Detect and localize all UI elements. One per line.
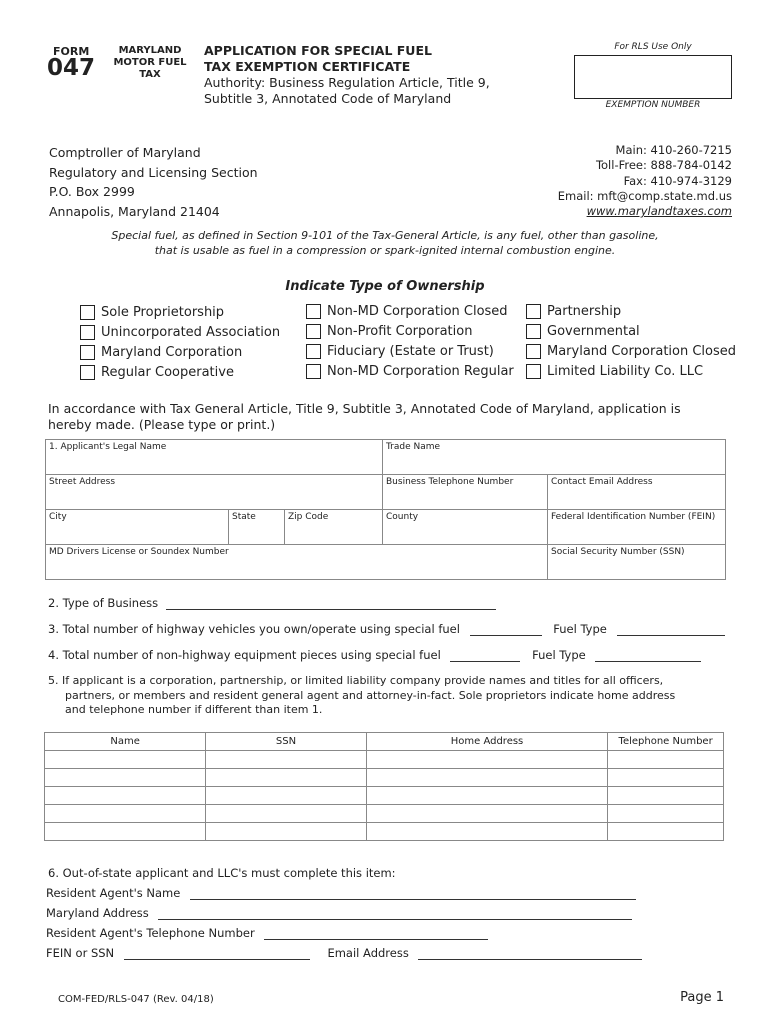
checkbox-icon[interactable] — [306, 364, 321, 379]
checkbox-maryland-corporation-closed[interactable]: Maryland Corporation Closed — [526, 344, 736, 359]
table-cell[interactable] — [206, 769, 367, 787]
item-5-instructions: 5. If applicant is a corporation, partnership, or limited liability company provide names and titles for all officers, partners, or members and resident general agent and attorney-in-fact. Sole proprietors indicate home address and telephone number if different than item 1. — [48, 674, 676, 716]
table-cell[interactable] — [45, 787, 206, 805]
checkbox-governmental[interactable]: Governmental — [526, 324, 640, 339]
county-field[interactable]: County — [383, 510, 548, 545]
ownership-heading: Indicate Type of Ownership — [285, 279, 485, 294]
checkbox-icon[interactable] — [306, 344, 321, 359]
form-title-block — [204, 43, 490, 107]
exemption-number-box[interactable] — [574, 55, 732, 99]
column-header-name: Name — [45, 733, 206, 751]
page-number: Page 1 — [680, 990, 724, 1005]
checkbox-icon[interactable] — [526, 344, 541, 359]
table-cell[interactable] — [45, 823, 206, 841]
highway-fuel-type-input[interactable] — [617, 623, 725, 636]
resident-agent-name-row: Resident Agent's Name — [46, 886, 636, 900]
street-address-field[interactable]: Street Address — [46, 475, 383, 510]
highway-vehicles-count-input[interactable] — [470, 623, 542, 636]
special-fuel-definition: Special fuel, as defined in Section 9-101 of the Tax-General Article, is any fuel, other than gasoline, that is usable as fuel in a compression or spark-ignited internal combustion engine. — [111, 229, 659, 257]
authority-line-2: Subtitle 3, Annotated Code of Maryland — [204, 91, 452, 106]
column-header-telephone: Telephone Number — [608, 733, 724, 751]
business-phone-field[interactable]: Business Telephone Number — [383, 475, 548, 510]
checkbox-fiduciary[interactable]: Fiduciary (Estate or Trust) — [306, 344, 494, 359]
checkbox-icon[interactable] — [526, 364, 541, 379]
agency-name: MARYLAND MOTOR FUEL TAX — [113, 45, 187, 80]
table-cell[interactable] — [206, 823, 367, 841]
checkbox-partnership[interactable]: Partnership — [526, 304, 621, 319]
item-non-highway-equipment: 4. Total number of non-highway equipment pieces using special fuel Fuel Type — [48, 648, 701, 662]
item-highway-vehicles: 3. Total number of highway vehicles you own/operate using special fuel Fuel Type — [48, 622, 725, 636]
table-cell[interactable] — [608, 769, 724, 787]
table-cell[interactable] — [608, 751, 724, 769]
drivers-license-field[interactable]: MD Drivers License or Soundex Number — [46, 545, 548, 580]
checkbox-regular-cooperative[interactable]: Regular Cooperative — [80, 365, 234, 380]
mailing-address: Comptroller of Maryland Regulatory and Licensing Section P.O. Box 2999 Annapolis, Maryland 21404 — [49, 145, 258, 219]
checkbox-non-md-corporation-closed[interactable]: Non-MD Corporation Closed — [306, 304, 508, 319]
table-cell[interactable] — [366, 751, 607, 769]
contact-email-field[interactable]: Contact Email Address — [548, 475, 726, 510]
table-cell[interactable] — [366, 769, 607, 787]
table-cell[interactable] — [45, 751, 206, 769]
non-highway-fuel-type-input[interactable] — [595, 649, 701, 662]
legal-name-field[interactable]: 1. Applicant's Legal Name — [46, 440, 383, 475]
checkbox-non-profit-corporation[interactable]: Non-Profit Corporation — [306, 324, 472, 339]
city-field[interactable]: City — [46, 510, 229, 545]
maryland-address-input[interactable] — [158, 907, 632, 920]
non-highway-count-input[interactable] — [450, 649, 520, 662]
item-6-title: 6. Out-of-state applicant and LLC's must complete this item: — [48, 866, 396, 880]
fein-ssn-input[interactable] — [124, 947, 310, 960]
ssn-field[interactable]: Social Security Number (SSN) — [548, 545, 726, 580]
item-type-of-business: 2. Type of Business — [48, 596, 496, 610]
rls-use-label: For RLS Use Only — [614, 42, 692, 52]
checkbox-sole-proprietorship[interactable]: Sole Proprietorship — [80, 305, 224, 320]
table-row — [45, 805, 724, 823]
table-cell[interactable] — [608, 805, 724, 823]
table-cell[interactable] — [366, 823, 607, 841]
zip-code-field[interactable]: Zip Code — [285, 510, 383, 545]
website-link[interactable]: www.marylandtaxes.com — [586, 204, 732, 219]
accordance-statement: In accordance with Tax General Article, Title 9, Subtitle 3, Annotated Code of Maryland, application is hereby made. (Please type or print.) — [48, 401, 681, 432]
checkbox-icon[interactable] — [80, 325, 95, 340]
table-cell[interactable] — [206, 751, 367, 769]
checkbox-icon[interactable] — [526, 324, 541, 339]
checkbox-llc[interactable]: Limited Liability Co. LLC — [526, 364, 703, 379]
table-row — [45, 787, 724, 805]
table-header-row — [45, 733, 724, 751]
fein-ssn-row: FEIN or SSN Email Address — [46, 946, 642, 960]
applicant-info-grid — [45, 439, 726, 580]
agent-telephone-row: Resident Agent's Telephone Number — [46, 926, 488, 940]
form-code: COM-FED/RLS-047 (Rev. 04/18) — [58, 994, 214, 1005]
exemption-number-label: EXEMPTION NUMBER — [605, 100, 701, 110]
agent-email-input[interactable] — [418, 947, 642, 960]
column-header-home-address: Home Address — [366, 733, 607, 751]
table-cell[interactable] — [45, 769, 206, 787]
checkbox-unincorporated-association[interactable]: Unincorporated Association — [80, 325, 280, 340]
fein-field[interactable]: Federal Identification Number (FEIN) — [548, 510, 726, 545]
contact-info: Main: 410-260-7215 Toll-Free: 888-784-0142 Fax: 410-974-3129 Email: mft@comp.state.md.us www.marylandtaxes.com — [557, 143, 732, 219]
checkbox-icon[interactable] — [80, 345, 95, 360]
maryland-address-row: Maryland Address — [46, 906, 632, 920]
form-subtitle: TAX EXEMPTION CERTIFICATE — [204, 59, 411, 74]
authority-line-1: Authority: Business Regulation Article, Title 9, — [204, 75, 490, 90]
form-label: FORM — [53, 45, 90, 58]
table-cell[interactable] — [608, 823, 724, 841]
table-row — [45, 769, 724, 787]
table-cell[interactable] — [206, 787, 367, 805]
officers-table — [44, 732, 724, 841]
checkbox-icon[interactable] — [80, 305, 95, 320]
column-header-ssn: SSN — [206, 733, 367, 751]
table-cell[interactable] — [366, 805, 607, 823]
checkbox-non-md-corporation-regular[interactable]: Non-MD Corporation Regular — [306, 364, 514, 379]
form-title: APPLICATION FOR SPECIAL FUEL — [204, 43, 432, 58]
table-cell[interactable] — [45, 805, 206, 823]
checkbox-icon[interactable] — [306, 324, 321, 339]
resident-agent-name-input[interactable] — [190, 887, 636, 900]
type-of-business-input[interactable] — [166, 597, 496, 610]
table-row — [45, 823, 724, 841]
table-cell[interactable] — [206, 805, 367, 823]
table-cell[interactable] — [608, 787, 724, 805]
checkbox-icon[interactable] — [526, 304, 541, 319]
table-row — [45, 751, 724, 769]
checkbox-icon[interactable] — [80, 365, 95, 380]
checkbox-icon[interactable] — [306, 304, 321, 319]
trade-name-field[interactable]: Trade Name — [383, 440, 726, 475]
form-number: 047 — [47, 55, 96, 81]
state-field[interactable]: State — [229, 510, 285, 545]
table-cell[interactable] — [366, 787, 607, 805]
checkbox-maryland-corporation[interactable]: Maryland Corporation — [80, 345, 242, 360]
agent-telephone-input[interactable] — [264, 927, 488, 940]
